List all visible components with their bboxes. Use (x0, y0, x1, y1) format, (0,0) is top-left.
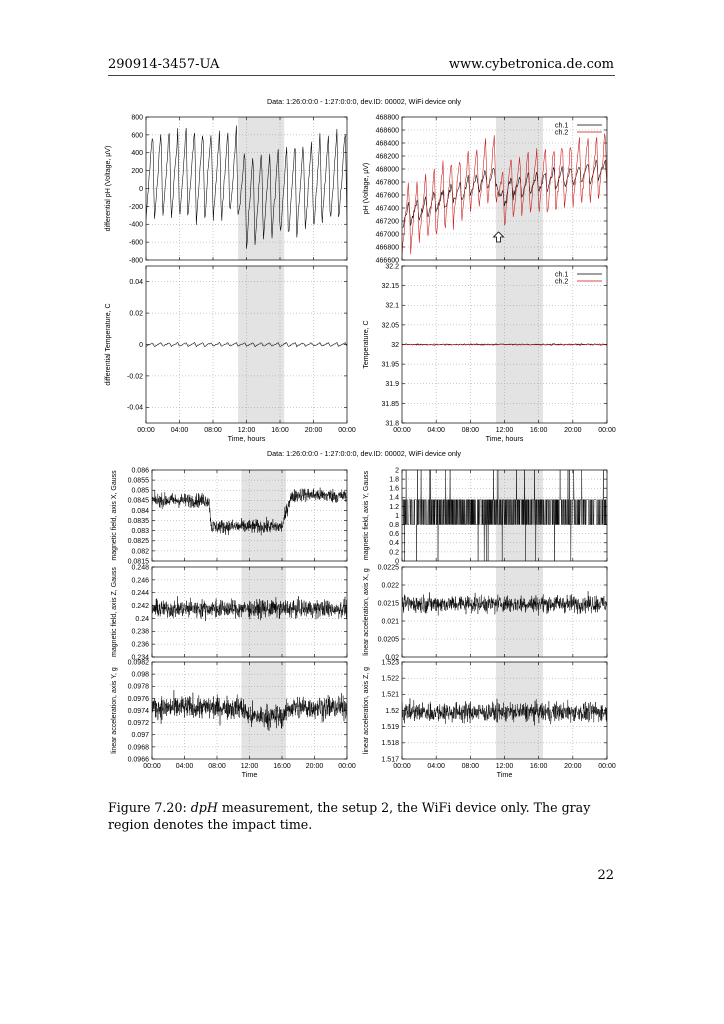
running-header-left: 290914-3457-UA (108, 57, 220, 72)
y-tick-label: 0.0976 (127, 695, 149, 703)
x-tick-label: 00:00 (598, 763, 616, 770)
plot-group-title: Data: 1:26:0:0:0 - 1:27:0:0:0, dev.ID: 00002, WiFi device only (266, 97, 462, 106)
y-tick-label: 0.0205 (377, 636, 399, 644)
y-tick-label: 468000 (375, 166, 399, 174)
y-tick-label: 0.246 (131, 577, 149, 585)
y-tick-label: 466600 (375, 257, 399, 265)
x-tick-label: 16:00 (271, 427, 289, 434)
x-tick-label: 08:00 (461, 763, 480, 770)
y-tick-label: 1.518 (381, 740, 399, 748)
y-axis-label: magnetic field, axis Y, Gauss (363, 470, 370, 561)
y-tick-label: 2 (395, 467, 399, 475)
y-tick-label: 1.523 (381, 659, 399, 667)
y-tick-label: 0.082 (131, 548, 149, 556)
y-tick-label: 31.85 (381, 400, 399, 408)
y-tick-label: 0.0966 (127, 756, 149, 764)
y-tick-label: 0.097 (131, 732, 149, 740)
x-axis-label: Time (496, 770, 513, 779)
y-tick-label: 467600 (375, 192, 399, 200)
x-tick-label: 08:00 (208, 763, 226, 770)
y-tick-label: 31.9 (385, 381, 399, 389)
x-tick-label: 16:00 (273, 763, 291, 770)
y-tick-label: 0.0845 (127, 497, 149, 505)
y-tick-label: 0.6 (389, 531, 399, 539)
y-tick-label: 0.0225 (377, 564, 399, 572)
x-tick-label: 00:00 (338, 427, 356, 434)
y-tick-label: 1.6 (389, 485, 399, 493)
x-axis-label: Time (241, 770, 258, 779)
x-tick-label: 12:00 (240, 763, 259, 770)
plot-panel (363, 263, 616, 443)
y-tick-label: 0.248 (131, 564, 149, 572)
y-tick-label: 0.234 (131, 654, 149, 662)
y-tick-label: 0.0835 (127, 517, 149, 525)
y-axis-label: linear acceleration, axis Z, g (363, 666, 370, 755)
y-tick-label: 32 (391, 341, 399, 349)
caption-variable: dpH (190, 800, 218, 815)
impact-region (496, 567, 543, 657)
y-tick-label: 0.0978 (127, 683, 149, 691)
y-tick-label: 0.084 (131, 507, 149, 515)
y-axis-label: Temperature, C (363, 320, 370, 369)
y-tick-label: 31.95 (381, 361, 399, 369)
plot-group-title: Data: 1:26:0:0:0 - 1:27:0:0:0, dev.ID: 00002, WiFi device only (266, 449, 462, 458)
y-tick-label: 1.522 (381, 675, 399, 683)
y-tick-label: 1.2 (389, 503, 399, 511)
y-tick-label: 0.02 (385, 654, 399, 662)
y-tick-label: 32.1 (385, 302, 399, 310)
x-tick-label: 00:00 (143, 763, 161, 770)
y-tick-label: 0.098 (131, 671, 149, 679)
y-tick-label: 0 (139, 341, 143, 349)
y-tick-label: 0.0855 (127, 477, 149, 485)
caption-label: Figure 7.20: (108, 800, 187, 815)
legend-label: ch.2 (555, 278, 569, 286)
x-tick-label: 04:00 (175, 763, 194, 770)
x-tick-label: 00:00 (598, 427, 616, 434)
y-tick-label: 466800 (375, 244, 399, 252)
y-tick-label: 0.0968 (127, 744, 149, 752)
x-tick-label: 00:00 (393, 763, 411, 770)
x-tick-label: 12:00 (237, 427, 256, 434)
y-tick-label: 0.04 (129, 279, 143, 287)
y-tick-label: 32.05 (381, 322, 399, 330)
y-tick-label: 468800 (375, 114, 399, 122)
figure-caption (108, 799, 618, 833)
y-tick-label: 0.4 (389, 540, 399, 548)
y-tick-label: -200 (128, 203, 143, 211)
y-tick-label: 0.0815 (127, 558, 149, 566)
y-tick-label: 1 (395, 512, 399, 520)
plot-panel (111, 467, 347, 565)
y-tick-label: 0.8 (389, 522, 399, 529)
y-tick-label: 0.244 (131, 590, 149, 598)
impact-region (241, 470, 286, 561)
y-tick-label: 1.8 (389, 476, 399, 484)
y-tick-label: 468200 (375, 153, 399, 161)
y-tick-label: 0.0982 (127, 659, 149, 667)
x-tick-label: 00:00 (137, 427, 155, 434)
y-tick-label: 0.02 (129, 310, 143, 318)
x-tick-label: 00:00 (338, 763, 356, 770)
y-axis-label: differential pH (Voltage, µV) (105, 145, 112, 232)
y-tick-label: 467000 (375, 231, 399, 239)
y-tick-label: 400 (131, 150, 143, 158)
page-number: 22 (597, 868, 614, 883)
y-tick-label: 0.0974 (127, 707, 149, 715)
x-tick-label: 00:00 (393, 427, 411, 434)
x-tick-label: 20:00 (564, 427, 582, 434)
y-tick-label: 0.242 (131, 602, 149, 610)
y-axis-label: magnetic field, axis X, Gauss (111, 470, 118, 561)
y-tick-label: 800 (131, 114, 143, 122)
y-tick-label: 0.236 (131, 641, 149, 649)
y-tick-label: 0.085 (131, 487, 149, 495)
y-tick-label: 1.52 (385, 707, 399, 715)
x-tick-label: 08:00 (204, 427, 222, 434)
y-tick-label: 200 (131, 168, 143, 176)
y-tick-label: -400 (128, 221, 143, 229)
y-tick-label: 0 (395, 558, 399, 566)
x-tick-label: 04:00 (427, 763, 445, 770)
y-tick-label: 1.519 (381, 724, 399, 732)
x-tick-label: 12:00 (495, 763, 514, 770)
y-tick-label: 0 (139, 185, 143, 193)
impact-region (496, 117, 543, 260)
y-axis-label: linear acceleration, axis Y, g (111, 667, 118, 754)
running-header-url: www.cybetronica.de.com (448, 57, 614, 72)
plot-panel (363, 564, 607, 661)
y-tick-label: 32.2 (385, 263, 399, 271)
x-tick-label: 20:00 (564, 763, 582, 770)
plot-panel (363, 659, 616, 779)
y-tick-label: 0.238 (131, 628, 149, 636)
legend-label: ch.1 (555, 271, 569, 279)
x-tick-label: 08:00 (461, 427, 480, 434)
legend-label: ch.2 (555, 129, 569, 137)
y-tick-label: -0.02 (127, 373, 143, 381)
y-tick-label: 0.021 (381, 618, 399, 626)
x-tick-label: 16:00 (529, 427, 548, 434)
x-tick-label: 20:00 (304, 427, 323, 434)
caption-text: measurement, the setup 2, the WiFi device only. The gray region denotes the impact time. (108, 800, 591, 832)
y-tick-label: 0.24 (135, 615, 149, 623)
y-tick-label: 32.15 (381, 283, 399, 291)
x-tick-label: 12:00 (495, 427, 514, 434)
plot-panel (105, 266, 356, 443)
y-tick-label: 1.4 (389, 494, 399, 502)
y-tick-label: 0.022 (381, 582, 399, 590)
y-tick-label: -800 (128, 257, 143, 265)
y-tick-label: 600 (131, 132, 143, 140)
y-tick-label: 1.521 (381, 691, 399, 699)
x-axis-label: Time, hours (485, 434, 524, 443)
plot-panel (111, 564, 347, 661)
y-tick-label: 0.2 (389, 549, 399, 557)
plot-panel (363, 467, 607, 565)
plot-panel (363, 114, 607, 264)
y-tick-label: 31.8 (385, 420, 399, 428)
plot-panel (105, 114, 347, 264)
x-tick-label: 04:00 (427, 427, 445, 434)
y-tick-label: 0.083 (131, 528, 149, 536)
y-tick-label: 0.0215 (377, 600, 399, 608)
y-tick-label: 0.0825 (127, 538, 149, 546)
y-axis-label: linear acceleration, axis X, g (363, 568, 370, 656)
x-tick-label: 20:00 (305, 763, 324, 770)
y-tick-label: -600 (128, 239, 143, 247)
y-tick-label: 467800 (375, 179, 399, 187)
y-tick-label: -0.04 (127, 404, 143, 412)
x-tick-label: 16:00 (529, 763, 548, 770)
plot-panel (111, 659, 356, 779)
x-axis-label: Time, hours (227, 434, 266, 443)
y-axis-label: differential Temperature, C (105, 303, 112, 386)
legend-label: ch.1 (555, 122, 569, 130)
y-axis-label: magnetic field, axis Z, Gauss (111, 567, 118, 657)
y-tick-label: 0.086 (131, 467, 149, 475)
y-tick-label: 467200 (375, 218, 399, 226)
y-tick-label: 468600 (375, 127, 399, 135)
y-tick-label: 0.0972 (127, 720, 149, 728)
x-tick-label: 04:00 (170, 427, 189, 434)
y-tick-label: 468400 (375, 140, 399, 148)
y-axis-label: pH (Voltage, µV) (363, 162, 370, 215)
y-tick-label: 467400 (375, 205, 399, 213)
y-tick-label: 1.517 (381, 756, 399, 764)
